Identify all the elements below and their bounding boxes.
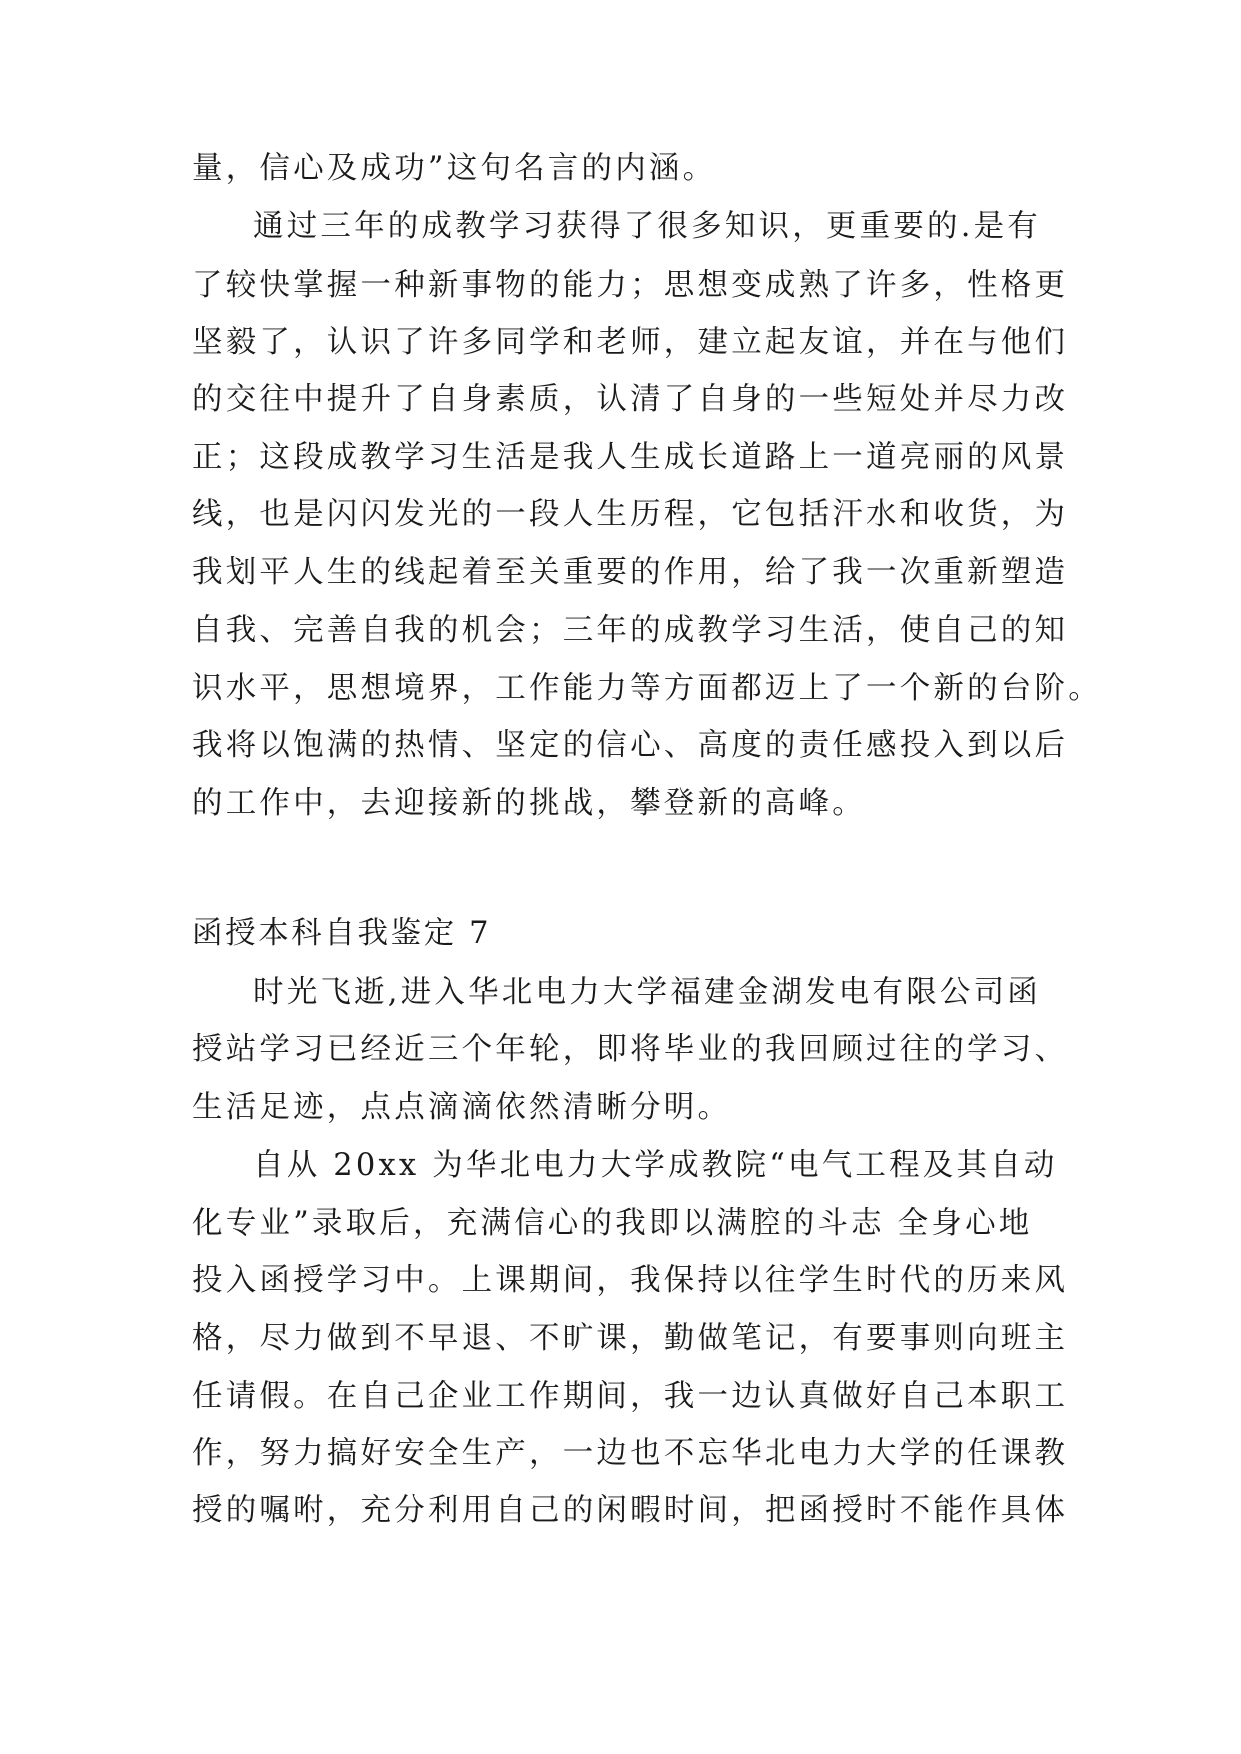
text-line: 我划平人生的线起着至关重要的作用，给了我一次重新塑造 xyxy=(192,555,1069,590)
text-line: 投入函授学习中。上课期间，我保持以往学生时代的历来风 xyxy=(192,1263,1069,1298)
text-line: 格，尽力做到不早退、不旷课，勤做笔记，有要事则向班主 xyxy=(192,1321,1069,1356)
text-line: 授的嘱咐，充分利用自己的闲暇时间，把函授时不能作具体 xyxy=(192,1493,1069,1528)
text-line: 任请假。在自己企业工作期间，我一边认真做好自己本职工 xyxy=(192,1379,1069,1414)
text-line: 线，也是闪闪发光的一段人生历程，它包括汗水和收货，为 xyxy=(192,497,1069,532)
text-line: 我将以饱满的热情、坚定的信心、高度的责任感投入到以后 xyxy=(192,728,1069,763)
text-line: 授站学习已经近三个年轮，即将毕业的我回顾过往的学习、 xyxy=(192,1032,1069,1067)
paragraph-first-line: 通过三年的成教学习获得了很多知识，更重要的.是有 xyxy=(253,209,1041,244)
text-line: 识水平，思想境界，工作能力等方面都迈上了一个新的台阶。 xyxy=(192,671,1102,706)
section-heading: 函授本科自我鉴定 7 xyxy=(192,916,492,951)
text-line: 自我、完善自我的机会；三年的成教学习生活，使自己的知 xyxy=(192,613,1069,648)
text-line: 了较快掌握一种新事物的能力；思想变成熟了许多，性格更 xyxy=(192,268,1069,303)
text-line: 正；这段成教学习生活是我人生成长道路上一道亮丽的风景 xyxy=(192,440,1069,475)
text-line: 的交往中提升了自身素质，认清了自身的一些短处并尽力改 xyxy=(192,382,1069,417)
text-line: 的工作中，去迎接新的挑战，攀登新的高峰。 xyxy=(192,786,866,821)
text-line: 量，信心及成功”这句名言的内涵。 xyxy=(192,151,717,186)
text-line: 坚毅了，认识了许多同学和老师，建立起友谊，并在与他们 xyxy=(192,325,1069,360)
paragraph-first-line: 自从 20xx 为华北电力大学成教院“电气工程及其自动 xyxy=(253,1148,1058,1183)
text-line: 化专业”录取后，充满信心的我即以满腔的斗志 全身心地 xyxy=(192,1206,1033,1241)
paragraph-first-line: 时光飞逝,进入华北电力大学福建金湖发电有限公司函 xyxy=(253,975,1041,1010)
text-line: 生活足迹，点点滴滴依然清晰分明。 xyxy=(192,1090,732,1125)
text-line: 作，努力搞好安全生产，一边也不忘华北电力大学的任课教 xyxy=(192,1436,1069,1471)
